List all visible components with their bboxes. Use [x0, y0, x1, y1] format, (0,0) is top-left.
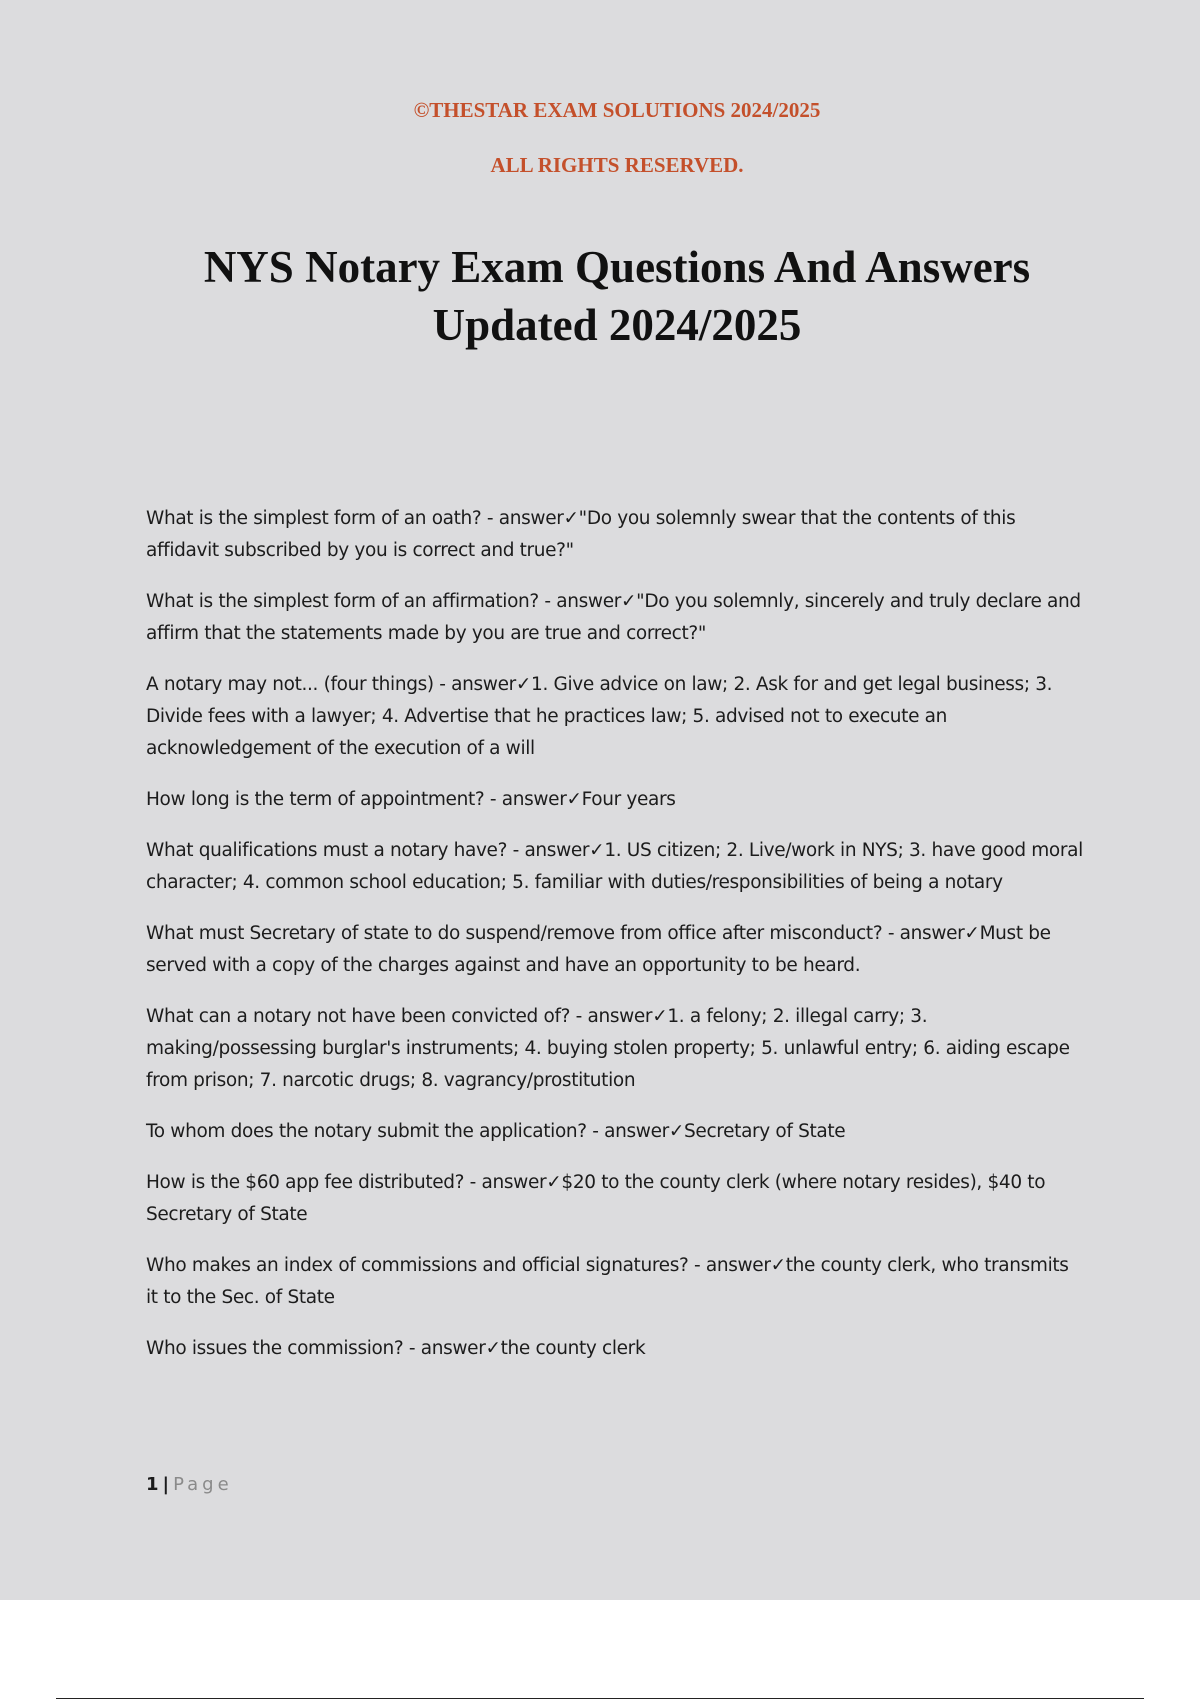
check-mark-icon: ✓	[546, 1172, 562, 1193]
answer-text: Four years	[581, 789, 676, 810]
check-mark-icon: ✓	[668, 1121, 685, 1142]
question-text: To whom does the notary submit the application? - answer	[146, 1121, 669, 1142]
copyright-notice: ©THESTAR EXAM SOLUTIONS 2024/2025	[413, 98, 821, 122]
answer-text: Must be served with a copy of the charges against and have an opportunity to be heard.	[146, 923, 1051, 976]
qa-item	[146, 1250, 1084, 1314]
qa-list	[146, 503, 1084, 1384]
qa-item	[146, 1333, 1084, 1365]
title-line-1: NYS Notary Exam Questions And Answers	[203, 242, 1031, 292]
page-number: 1	[146, 1474, 159, 1495]
question-text: Who makes an index of commissions and official signatures? - answer	[146, 1255, 771, 1276]
question-text: What must Secretary of state to do suspend/remove from office after misconduct? - answer	[146, 923, 965, 944]
question-text: What qualifications must a notary have? - answer	[146, 840, 590, 861]
check-mark-icon: ✓	[964, 923, 980, 944]
qa-item	[146, 669, 1084, 765]
answer-text: 1. US citizen; 2. Live/work in NYS; 3. have good moral character; 4. common school education; 5. familiar with duties/responsibilities of being a notary	[146, 840, 1083, 893]
rights-reserved-notice: ALL RIGHTS RESERVED.	[490, 153, 744, 177]
title-line-2: Updated 2024/2025	[432, 300, 802, 350]
question-text: What is the simplest form of an affirmation? - answer	[146, 591, 621, 612]
check-mark-icon: ✓	[770, 1255, 786, 1276]
qa-item	[146, 586, 1084, 650]
check-mark-icon: ✓	[566, 789, 582, 810]
page-footer	[146, 1474, 233, 1495]
question-text: What can a notary not have been convicted of? - answer	[146, 1006, 653, 1027]
answer-text: the county clerk, who transmits it to the Sec. of State	[146, 1255, 1069, 1308]
bottom-divider	[56, 1698, 1144, 1699]
check-mark-icon: ✓	[621, 591, 637, 612]
answer-text: the county clerk	[500, 1338, 646, 1359]
check-mark-icon: ✓	[652, 1006, 668, 1027]
document-title	[0, 238, 1200, 354]
question-text: What is the simplest form of an oath? - answer	[146, 508, 564, 529]
answer-text: "Do you solemnly swear that the contents of this affidavit subscribed by you is correct and true?"	[146, 508, 1016, 561]
qa-item	[146, 784, 1084, 816]
qa-item	[146, 835, 1084, 899]
qa-item	[146, 1116, 1084, 1148]
qa-item	[146, 1167, 1084, 1231]
answer-text: 1. a felony; 2. illegal carry; 3. making/possessing burglar's instruments; 4. buying stolen property; 5. unlawful entry; 6. aiding escape from prison; 7. narcotic drugs; 8. vagrancy/prostitution	[146, 1006, 1070, 1091]
check-mark-icon: ✓	[515, 674, 532, 695]
check-mark-icon: ✓	[589, 840, 605, 861]
answer-text: 1. Give advice on law; 2. Ask for and get legal business; 3. Divide fees with a lawyer; 4. Advertise that he practices law; 5. advised not to execute an acknowledgement of the execution of a will	[146, 674, 1053, 759]
footer-separator: |	[162, 1474, 170, 1495]
check-mark-icon: ✓	[563, 508, 579, 529]
question-text: How long is the term of appointment? - answer	[146, 789, 567, 810]
qa-item	[146, 918, 1084, 982]
answer-text: Secretary of State	[684, 1121, 846, 1142]
answer-text: "Do you solemnly, sincerely and truly declare and affirm that the statements made by you are true and correct?"	[146, 591, 1081, 644]
question-text: Who issues the commission? - answer	[146, 1338, 486, 1359]
page-label: Page	[173, 1474, 233, 1495]
qa-item	[146, 503, 1084, 567]
check-mark-icon: ✓	[485, 1338, 501, 1359]
qa-item	[146, 1001, 1084, 1097]
answer-text: $20 to the county clerk (where notary resides), $40 to Secretary of State	[146, 1172, 1046, 1225]
question-text: A notary may not... (four things) - answer	[146, 674, 516, 695]
question-text: How is the $60 app fee distributed? - answer	[146, 1172, 547, 1193]
